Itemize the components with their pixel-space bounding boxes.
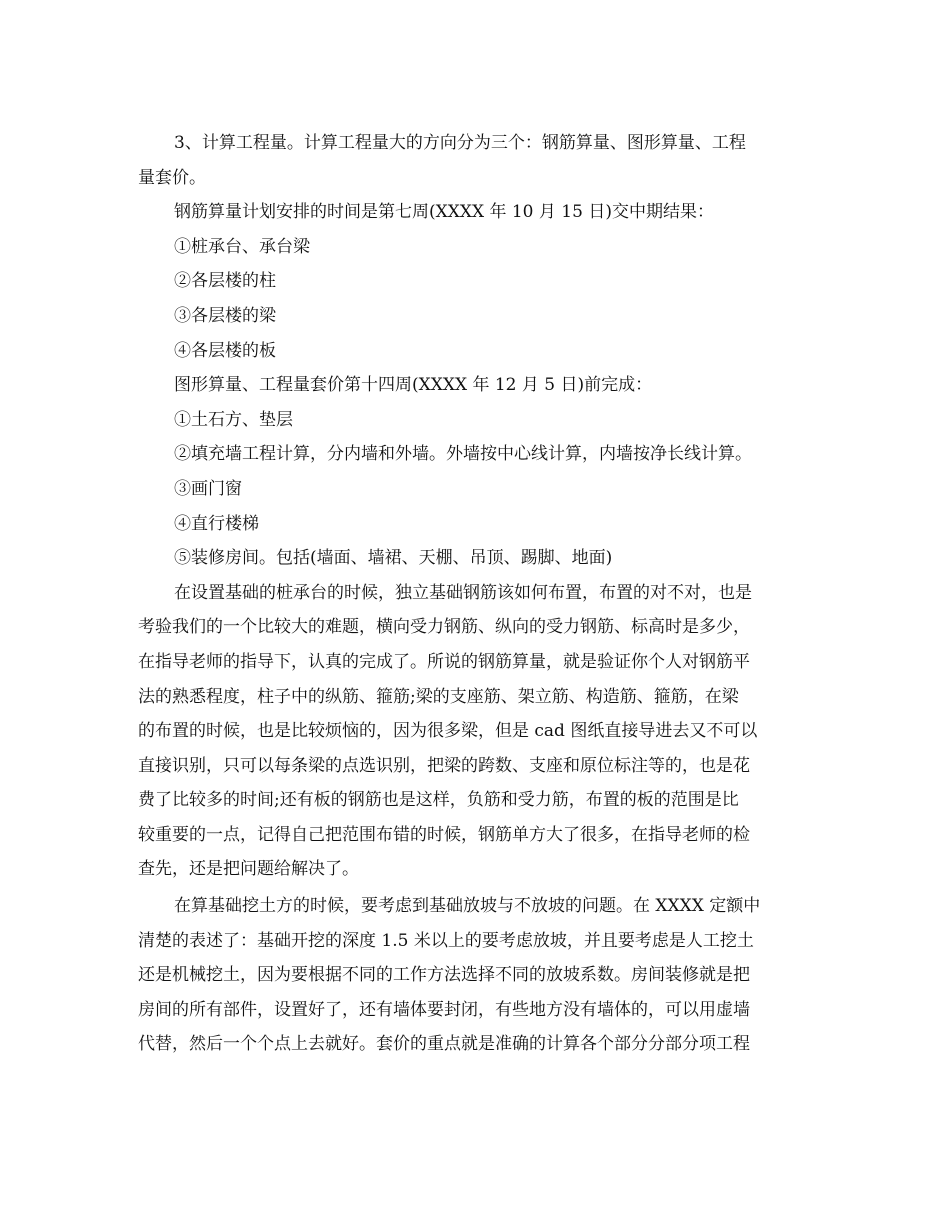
paragraph-line: 较重要的一点，记得自己把范围布错的时候，钢筋单方大了很多，在指导老师的检 <box>138 824 750 845</box>
list-item-3: ③各层楼的梁 <box>174 305 276 326</box>
list-item-2: ②各层楼的柱 <box>174 271 276 292</box>
list-item-8: ④直行楼梯 <box>174 513 259 534</box>
paragraph-line: 在算基础挖土方的时候，要考虑到基础放坡与不放坡的问题。在 XXXX 定额中 <box>174 896 761 917</box>
paragraph-line: 直接识别，只可以每条梁的点选识别，把梁的跨数、支座和原位标注等的，也是花 <box>138 755 750 776</box>
text-line-8: 图形算量、工程量套价第十四周(XXXX 年 12 月 5 日)前完成： <box>174 375 653 396</box>
paragraph-line: 代替，然后一个个点上去就好。套价的重点就是准确的计算各个部分分部分项工程 <box>138 1034 750 1055</box>
paragraph-line: 清楚的表述了：基础开挖的深度 1.5 米以上的要考虑放坡，并且要考虑是人工挖土 <box>138 930 754 951</box>
list-item-4: ④各层楼的板 <box>174 340 276 361</box>
paragraph-line: 在指导老师的指导下，认真的完成了。所说的钢筋算量，就是验证你个人对钢筋平 <box>138 651 750 672</box>
paragraph-line: 的布置的时候，也是比较烦恼的，因为很多梁，但是 cad 图纸直接导进去又不可以 <box>138 721 758 742</box>
text-line-3: 钢筋算量计划安排的时间是第七周(XXXX 年 10 月 15 日)交中期结果： <box>174 202 714 223</box>
text-line-2: 量套价。 <box>138 167 206 188</box>
text-line-1: 3、计算工程量。计算工程量大的方向分为三个：钢筋算量、图形算量、工程 <box>174 133 746 153</box>
list-item-1: ①桩承台、承台梁 <box>174 236 310 257</box>
list-item-9: ⑤装修房间。包括(墙面、墙裙、天棚、吊顶、踢脚、地面) <box>174 548 613 569</box>
list-item-6: ②填充墙工程计算，分内墙和外墙。外墙按中心线计算，内墙按净长线计算。 <box>174 444 752 465</box>
list-item-7: ③画门窗 <box>174 478 242 499</box>
paragraph-line: 考验我们的一个比较大的难题，横向受力钢筋、纵向的受力钢筋、标高时是多少， <box>138 617 750 638</box>
paragraph-line: 费了比较多的时间;还有板的钢筋也是这样，负筋和受力筋，布置的板的范围是比 <box>138 790 739 811</box>
paragraph-line: 查先，还是把问题给解决了。 <box>138 859 359 880</box>
paragraph-line: 法的熟悉程度，柱子中的纵筋、箍筋;梁的支座筋、架立筋、构造筋、箍筋，在梁 <box>138 686 739 707</box>
list-item-5: ①土石方、垫层 <box>174 409 293 430</box>
paragraph-line: 房间的所有部件，设置好了，还有墙体要封闭，有些地方没有墙体的，可以用虚墙 <box>138 999 750 1020</box>
paragraph-line: 在设置基础的桩承台的时候，独立基础钢筋该如何布置，布置的对不对，也是 <box>174 582 752 603</box>
paragraph-line: 还是机械挖土，因为要根据不同的工作方法选择不同的放坡系数。房间装修就是把 <box>138 965 750 986</box>
